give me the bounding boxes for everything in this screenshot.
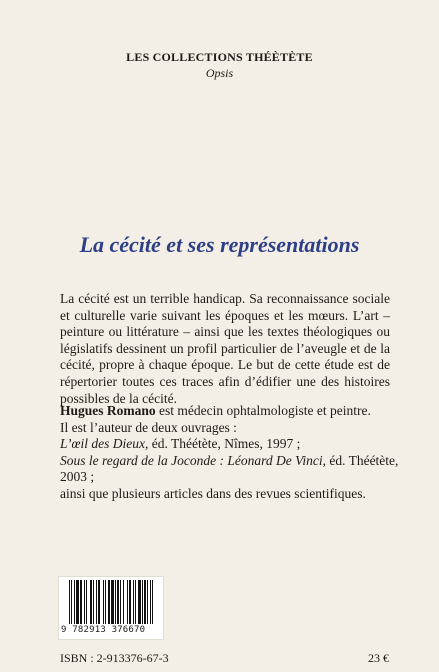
- work-2: [60, 453, 420, 486]
- book-title: La cécité et ses représentations: [79, 232, 360, 257]
- barcode-bars: [69, 580, 155, 624]
- articles-line: ainsi que plusieurs articles dans des revues scientifiques.: [60, 485, 366, 501]
- author-block: [60, 403, 420, 503]
- work-2-info: , éd. Théétète, 2003 ;: [60, 452, 399, 485]
- barcode: [58, 576, 164, 640]
- work-1-title: L’œil des Dieux: [60, 436, 145, 452]
- collection-name: LES COLLECTIONS THÉÈTÈTE: [126, 50, 313, 64]
- works-intro: Il est l’auteur de deux ouvrages :: [60, 419, 237, 435]
- work-1: [60, 436, 420, 453]
- isbn: ISBN : 2-913376-67-3: [60, 651, 169, 665]
- summary-paragraph: La cécité est un terrible handicap. Sa reconnaissance sociale et culturelle varie suivant les époques et les mœurs. L’art – peinture ou littérature – ainsi que les textes théologiques ou législatifs dessinent un profil particulier de l’aveugle et de la cécité, propre à chaque époque. Le but de cette étude est de répertorier toutes ces traces afin d’édifier une des histoires possibles de la cécité.: [60, 291, 390, 406]
- work-1-info: , éd. Théétète, Nîmes, 1997 ;: [145, 436, 301, 452]
- author-line: [60, 403, 420, 420]
- price: 23 €: [368, 651, 389, 665]
- work-2-title: Sous le regard de la Joconde : Léonard De Vinci: [60, 452, 323, 468]
- author-name: Hugues Romano: [60, 403, 156, 418]
- author-bio: est médecin ophtalmologiste et peintre.: [155, 403, 371, 418]
- barcode-digits: 9 782913 376670: [61, 625, 146, 635]
- collection-series: Opsis: [205, 66, 234, 80]
